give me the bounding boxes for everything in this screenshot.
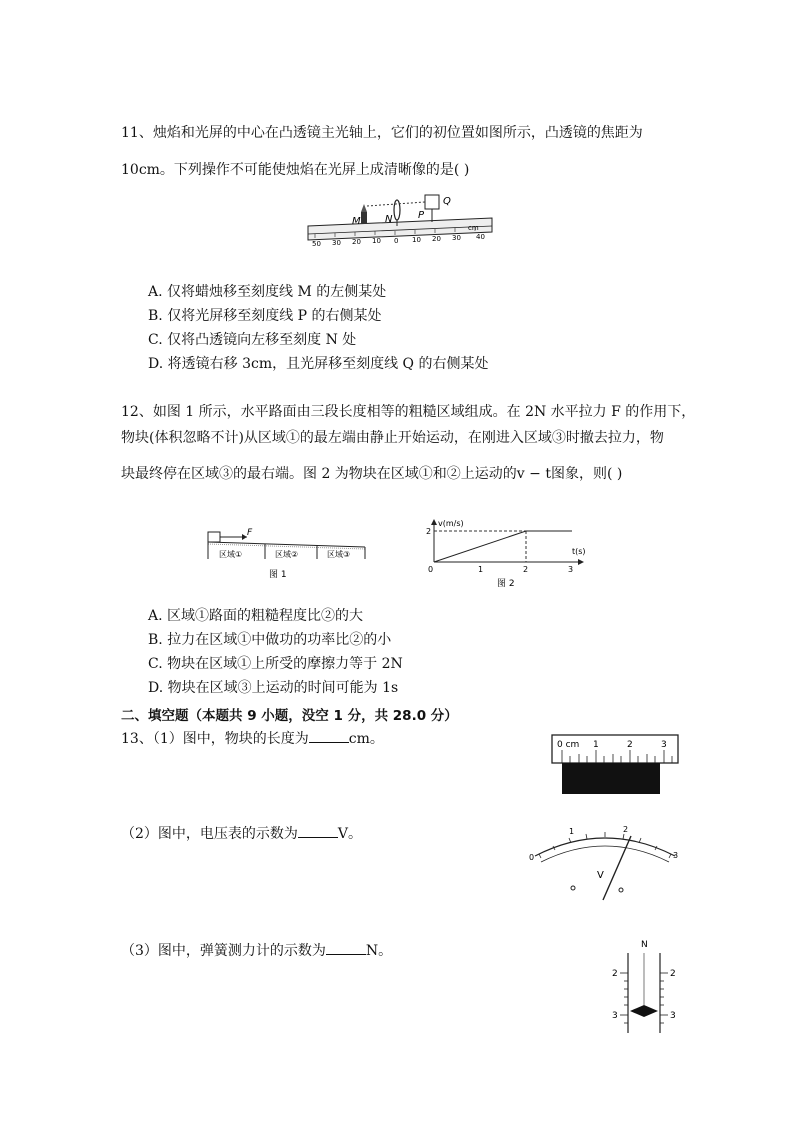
x-axis-label: t(s) [572, 547, 586, 556]
spring-pointer [630, 1005, 658, 1017]
answer-blank[interactable] [309, 728, 349, 743]
volt-tick-label: 2 [623, 825, 629, 834]
q12-stem-line3: 块最终停在区域③的最右端。图 2 为物块在区域①和②上运动的v − t图象，则( ) [121, 466, 623, 482]
spring-tick-label: 2 [612, 969, 618, 979]
q12-stem-line1: 12、如图 1 所示，水平路面由三段长度相等的粗糙区域组成。在 2N 水平拉力 F 的作用下， [121, 404, 696, 420]
q13-part2 [121, 823, 362, 844]
ruler-tick-label: 0 cm [557, 740, 580, 750]
volt-tick-label: 1 [569, 827, 575, 836]
spring-tick-label: 3 [612, 1011, 618, 1021]
section-2-title: 二、填空题（本题共 9 小题，没空 1 分，共 28.0 分） [121, 708, 458, 724]
y-tick-label: 2 [426, 527, 432, 536]
q13-part2-unit: V。 [337, 826, 363, 842]
tick-label: 10 [372, 237, 381, 245]
tick-label: 20 [432, 235, 441, 243]
q12-figure-2-vt-graph [422, 516, 592, 591]
label-m: M [352, 216, 361, 227]
volt-tick-label: 0 [529, 853, 535, 862]
fig1-caption: 图 1 [269, 570, 287, 580]
tick-label: 40 [476, 233, 485, 241]
q12-option-d: D. 物块在区域③上运动的时间可能为 1s [148, 680, 399, 696]
q13-part1 [121, 728, 384, 749]
q13-part1-unit: cm。 [348, 731, 384, 747]
region-2-label: 区域② [275, 550, 299, 559]
q13-voltmeter-figure [525, 820, 685, 905]
unit-label: cm [468, 224, 479, 232]
q13-part2-text: （2）图中，电压表的示数为 [121, 826, 298, 842]
q11-stem-line1: 11、烛焰和光屏的中心在凸透镜主光轴上，它们的初位置如图所示，凸透镜的焦距为 [121, 125, 643, 141]
q13-part3-unit: N。 [365, 943, 393, 959]
label-n: N [385, 214, 393, 225]
label-q: Q [443, 196, 451, 207]
voltmeter-symbol: V [597, 870, 604, 881]
q11-option-c: C. 仅将凸透镜向左移至刻度 N 处 [148, 332, 357, 348]
region-1-label: 区域① [219, 550, 243, 559]
label-p: P [418, 210, 425, 221]
q12-option-b: B. 拉力在区域①中做功的功率比②的小 [148, 632, 392, 648]
q13-part3 [121, 940, 392, 961]
answer-blank[interactable] [298, 823, 338, 838]
x-tick-label: 1 [478, 565, 484, 574]
voltmeter-needle [603, 836, 631, 900]
ruler-tick-label: 3 [661, 740, 667, 750]
tick-label: 10 [412, 236, 421, 244]
tick-label: 50 [312, 240, 321, 248]
spring-unit: N [641, 940, 648, 950]
tick-label: 20 [352, 238, 361, 246]
ruler-tick-label: 2 [627, 740, 633, 750]
ruler-tick-label: 1 [593, 740, 599, 750]
x-tick-label: 3 [568, 565, 574, 574]
q13-spring-scale-figure [600, 935, 690, 1035]
fig2-caption: 图 2 [497, 579, 515, 589]
x-tick-label: 2 [523, 565, 529, 574]
y-axis-label: v(m/s) [438, 519, 464, 528]
tick-label: 0 [394, 237, 399, 245]
q13-part1-text: 13、（1）图中，物块的长度为 [121, 731, 309, 747]
block [562, 763, 660, 794]
q11-option-b: B. 仅将光屏移至刻度线 P 的右侧某处 [148, 308, 382, 324]
q13-part3-text: （3）图中，弹簧测力计的示数为 [121, 943, 326, 959]
x-tick-label: 0 [428, 565, 434, 574]
volt-tick-label: 3 [673, 851, 679, 860]
force-label: F [247, 528, 253, 538]
q12-stem-line2: 物块(体积忽略不计)从区域①的最左端由静止开始运动，在刚进入区域③时撤去拉力，物 [121, 430, 664, 446]
q12-figure-1 [205, 525, 375, 587]
region-3-label: 区域③ [327, 550, 351, 559]
q12-option-c: C. 物块在区域①上所受的摩擦力等于 2N [148, 656, 403, 672]
q13-ruler-figure [548, 732, 682, 798]
q11-option-a: A. 仅将蜡烛移至刻度线 M 的左侧某处 [148, 284, 387, 300]
q11-option-d: D. 将透镜右移 3cm，且光屏移至刻度线 Q 的右侧某处 [148, 356, 489, 372]
spring-tick-label: 2 [670, 969, 676, 979]
spring-tick-label: 3 [670, 1011, 676, 1021]
tick-label: 30 [332, 239, 341, 247]
q11-stem-line2: 10cm。下列操作不可能使烛焰在光屏上成清晰像的是( ) [121, 162, 470, 178]
q11-optical-bench-figure [300, 190, 500, 250]
answer-blank[interactable] [326, 940, 366, 955]
tick-label: 30 [452, 234, 461, 242]
q12-option-a: A. 区域①路面的粗糙程度比②的大 [148, 608, 364, 624]
